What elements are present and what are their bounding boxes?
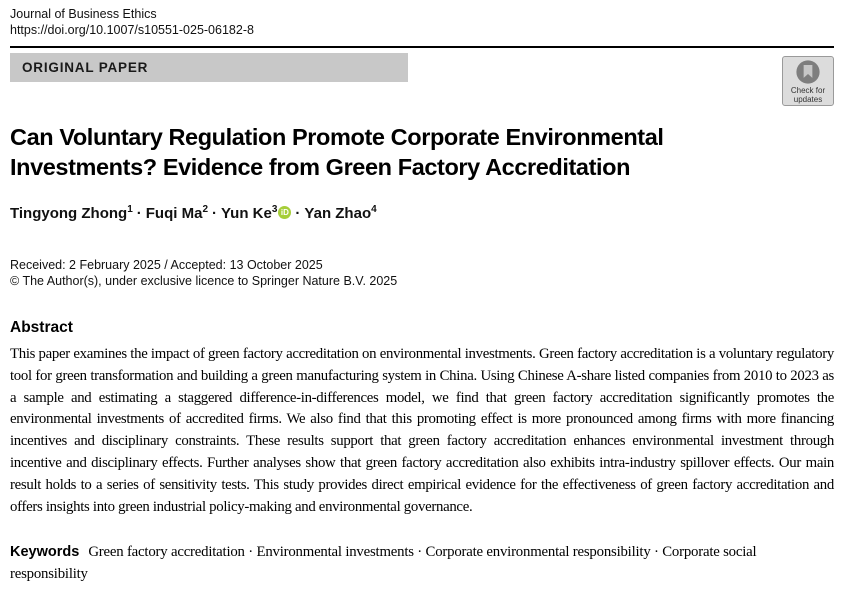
author-name	[221, 205, 277, 222]
orcid-icon-label: iD	[280, 208, 289, 217]
check-for-updates-line2: updates	[793, 94, 823, 104]
author-list	[10, 204, 834, 222]
header-rule	[10, 46, 834, 48]
author-separator: ·	[136, 205, 142, 222]
keywords-label: Keywords	[10, 544, 80, 561]
article-title-line1: Can Voluntary Regulation Promote Corporate Environmental	[10, 124, 664, 150]
check-for-updates-badge[interactable]	[782, 56, 834, 106]
article-type-label: ORIGINAL PAPER	[22, 60, 149, 75]
author-name-text: Yan Zhao	[304, 205, 372, 222]
check-for-updates-line1: Check for	[790, 85, 826, 95]
abstract-heading: Abstract	[10, 319, 73, 336]
article-title-line2: Investments? Evidence from Green Factory Accreditation	[10, 154, 631, 180]
affiliation-superscript: 4	[371, 204, 377, 215]
abstract-text: This paper examines the impact of green factory accreditation on environmental investments. Green factory accreditation is a voluntary regulatory tool for green transformation and building a green manufacturing system in China. Using Chinese A-share listed companies from 2010 to 2023 as a sample and estimating a staggered difference-in-differences model, we find that green factory accreditation significantly promotes the environmental investments of accredited firms. We also find that this promoting effect is more pronounced among firms with more financing incentives and disciplinary constraints. These results support that green factory accreditation enhances environmental investment through incentive and disciplinary effects. Further analyses show that green factory accreditation also exhibits intra-industry spillover effects. Our main result holds to a series of sensitivity tests. This study provides direct empirical evidence for the effectiveness of green factory accreditation and offers insights into green industrial policy-making and environmental governance.	[10, 346, 834, 515]
doi-link[interactable]: https://doi.org/10.1007/s10551-025-06182-8	[10, 23, 254, 37]
affiliation-superscript: 1	[127, 204, 133, 215]
orcid-icon[interactable]	[278, 206, 291, 219]
author-separator: ·	[295, 205, 301, 222]
author-name-text: Fuqi Ma	[145, 205, 203, 222]
journal-header	[10, 6, 834, 38]
affiliation-superscript: 2	[202, 204, 208, 215]
author-separator: ·	[212, 205, 217, 222]
affiliation-superscript: 3	[271, 204, 278, 215]
author-name	[146, 205, 208, 222]
keywords-text: Green factory accreditation · Environmental investments · Corporate environmental responsibility · Corporate social responsibility	[10, 544, 757, 582]
abstract-section	[10, 319, 834, 518]
author-name-text: Yun Ke	[221, 205, 272, 222]
keywords-section	[10, 542, 834, 585]
journal-name: Journal of Business Ethics	[10, 7, 157, 21]
author-name-text: Tingyong Zhong	[10, 205, 128, 222]
article-meta	[10, 258, 834, 289]
check-for-updates-label	[791, 86, 825, 104]
article-title	[10, 122, 834, 182]
author-name	[304, 205, 376, 222]
crossmark-icon	[795, 59, 821, 85]
author-name	[10, 205, 133, 222]
article-type-banner	[10, 53, 408, 82]
received-accepted-dates: Received: 2 February 2025 / Accepted: 13 October 2025	[10, 258, 323, 272]
copyright-line: © The Author(s), under exclusive licence to Springer Nature B.V. 2025	[10, 273, 398, 288]
